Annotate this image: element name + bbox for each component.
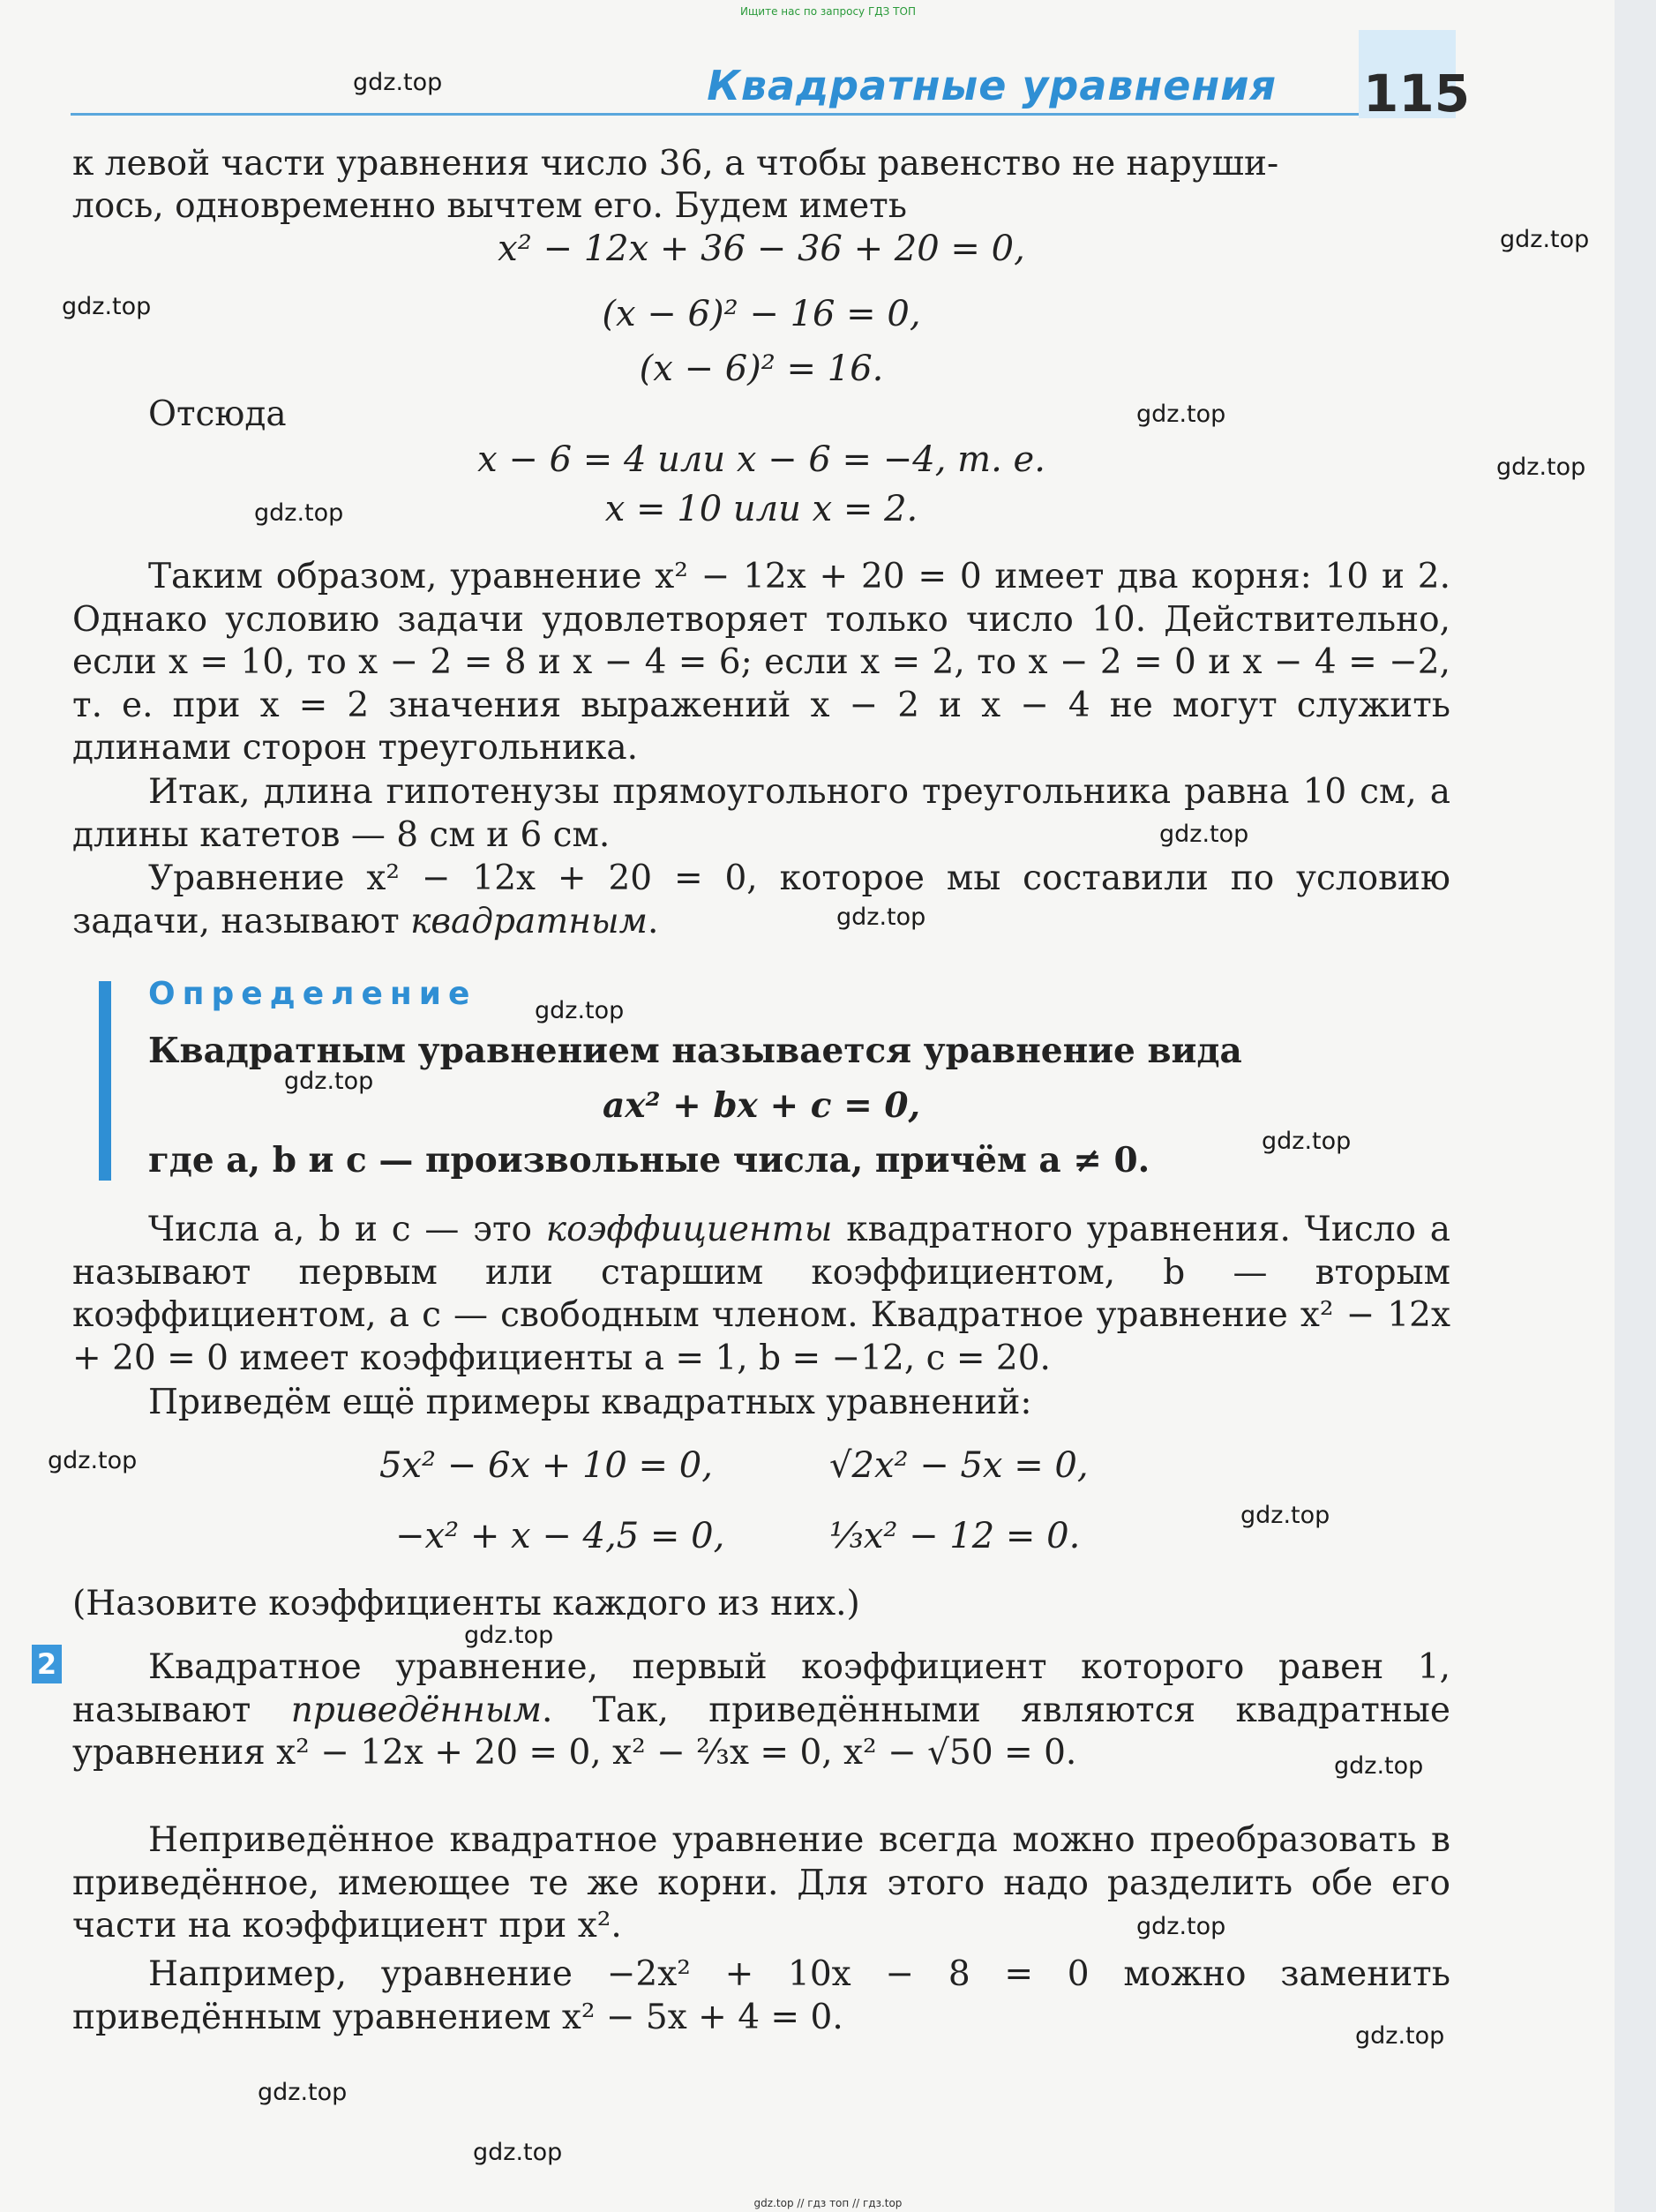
equation-text: (x − 6)² = 16.	[639, 349, 884, 389]
equation-text: x² − 12x + 36 − 36 + 20 = 0,	[498, 229, 1025, 269]
text-run: Числа a, b и c — это	[148, 1210, 546, 1249]
example-equation	[379, 1443, 713, 1488]
equation	[72, 347, 1450, 391]
watermark: gdz.top	[353, 69, 443, 96]
watermark: gdz.top	[1136, 1913, 1226, 1940]
example-equation	[829, 1514, 1080, 1558]
header-rule	[71, 113, 1359, 116]
watermark: gdz.top	[1334, 1752, 1424, 1780]
watermark: gdz.top	[1262, 1128, 1352, 1155]
emphasis-term: коэффициенты	[545, 1210, 833, 1249]
equation-text: x − 6 = 4 или x − 6 = −4, т. е.	[477, 439, 1045, 480]
equation-text: −x² + x − 4,5 = 0,	[395, 1516, 725, 1556]
bottom-note: gdz.top // гдз топ // гдз.top	[753, 2197, 903, 2209]
paragraph	[72, 1209, 1450, 1380]
watermark: gdz.top	[473, 2139, 563, 2166]
text-run: Квадратное уравнение, первый коэффициент которого равен 1, называют	[72, 1647, 1450, 1730]
watermark: gdz.top	[836, 904, 926, 931]
text-run: .	[648, 901, 659, 941]
paragraph-line: Отсюда	[148, 394, 287, 434]
definition-line: Квадратным уравнением называется уравнение вида	[148, 1031, 1242, 1071]
paragraph: Итак, длина гипотенузы прямоугольного треугольника равна 10 см, а длины катетов — 8 см и 6 см.	[72, 772, 1450, 855]
example-equation	[395, 1514, 724, 1558]
definition-title: Определение	[148, 976, 477, 1012]
text-run: . Так, приведёнными являются квадратные уравнения x² − 12x + 20 = 0, x² − ⅔x = 0, x² − √50 = 0.	[72, 1690, 1450, 1773]
equation-text: √2x² − 5x = 0,	[829, 1445, 1089, 1486]
watermark: gdz.top	[1159, 821, 1249, 848]
formula-text: ax² + bx + c = 0,	[602, 1085, 921, 1126]
text-run: Уравнение x² − 12x + 20 = 0, которое мы составили по условию задачи, называют	[72, 859, 1450, 941]
watermark: gdz.top	[1500, 226, 1590, 253]
watermark: gdz.top	[535, 997, 625, 1024]
watermark: gdz.top	[48, 1447, 138, 1474]
watermark: gdz.top	[1355, 2022, 1445, 2050]
equation	[72, 438, 1450, 482]
section-badge: 2	[32, 1645, 62, 1683]
paragraph	[72, 858, 1450, 943]
paragraph: Например, уравнение −2x² + 10x − 8 = 0 можно заменить приведённым уравнением x² − 5x + 4 = 0.	[72, 1954, 1450, 2037]
paragraph	[72, 1646, 1450, 1775]
watermark: gdz.top	[62, 293, 152, 320]
paragraph: (Назовите коэффициенты каждого из них.)	[72, 1584, 860, 1623]
equation	[72, 487, 1450, 531]
text-run: квадратного уравнения. Число a называют первым или старшим коэффициентом, b — вторым коэффициентом, а c — свободным членом. Квадратное уравнение x² − 12x + 20 = 0 имеет коэффициенты a = 1, b = −12, c = 20.	[72, 1210, 1450, 1378]
definition-bar	[99, 981, 111, 1181]
paragraph-line: лось, одновременно вычтем его. Будем иметь	[72, 186, 907, 226]
emphasis-term: приведённым	[290, 1690, 542, 1730]
page-number: 115	[1363, 64, 1471, 124]
page-header-title: Квадратные уравнения	[707, 62, 1277, 109]
definition-line: где a, b и c — произвольные числа, причём a ≠ 0.	[148, 1140, 1150, 1181]
example-equation	[829, 1443, 1089, 1488]
emphasis-term: квадратным	[410, 901, 648, 941]
watermark: gdz.top	[284, 1068, 374, 1095]
equation-text: ⅓x² − 12 = 0.	[829, 1516, 1081, 1556]
top-note: Ищите нас по запросу ГДЗ ТОП	[740, 5, 916, 18]
equation-text: 5x² − 6x + 10 = 0,	[379, 1445, 713, 1486]
paragraph: Таким образом, уравнение x² − 12x + 20 = 0 имеет два корня: 10 и 2. Однако условию задачи удовлетворяет только число 10. Действительно, если x = 10, то x − 2 = 8 и x − 4 = 6; если x = 2, то x − 2 = 0 и x − 4 = −2, т. е. при x = 2 значения выражений x − 2 и x − 4 не могут служить длинами сторон треугольника.	[72, 557, 1450, 768]
paragraph: Неприведённое квадратное уравнение всегда можно преобразовать в приведённое, имеющее те же корни. Для этого надо разделить обе его части на коэффициент при x².	[72, 1820, 1450, 1946]
equation-text: (x − 6)² − 16 = 0,	[602, 294, 921, 334]
watermark: gdz.top	[1136, 401, 1226, 428]
page-edge	[1615, 0, 1656, 2212]
paragraph: Приведём ещё примеры квадратных уравнений:	[148, 1383, 1032, 1422]
watermark: gdz.top	[254, 499, 344, 527]
equation	[72, 292, 1450, 336]
watermark: gdz.top	[464, 1622, 554, 1649]
equation	[72, 227, 1450, 271]
watermark: gdz.top	[258, 2079, 348, 2106]
watermark: gdz.top	[1240, 1502, 1330, 1529]
definition-formula	[72, 1084, 1450, 1128]
paragraph-line: к левой части уравнения число 36, а чтобы равенство не наруши-	[72, 144, 1279, 184]
watermark: gdz.top	[1496, 454, 1586, 481]
equation-text: x = 10 или x = 2.	[604, 489, 918, 529]
